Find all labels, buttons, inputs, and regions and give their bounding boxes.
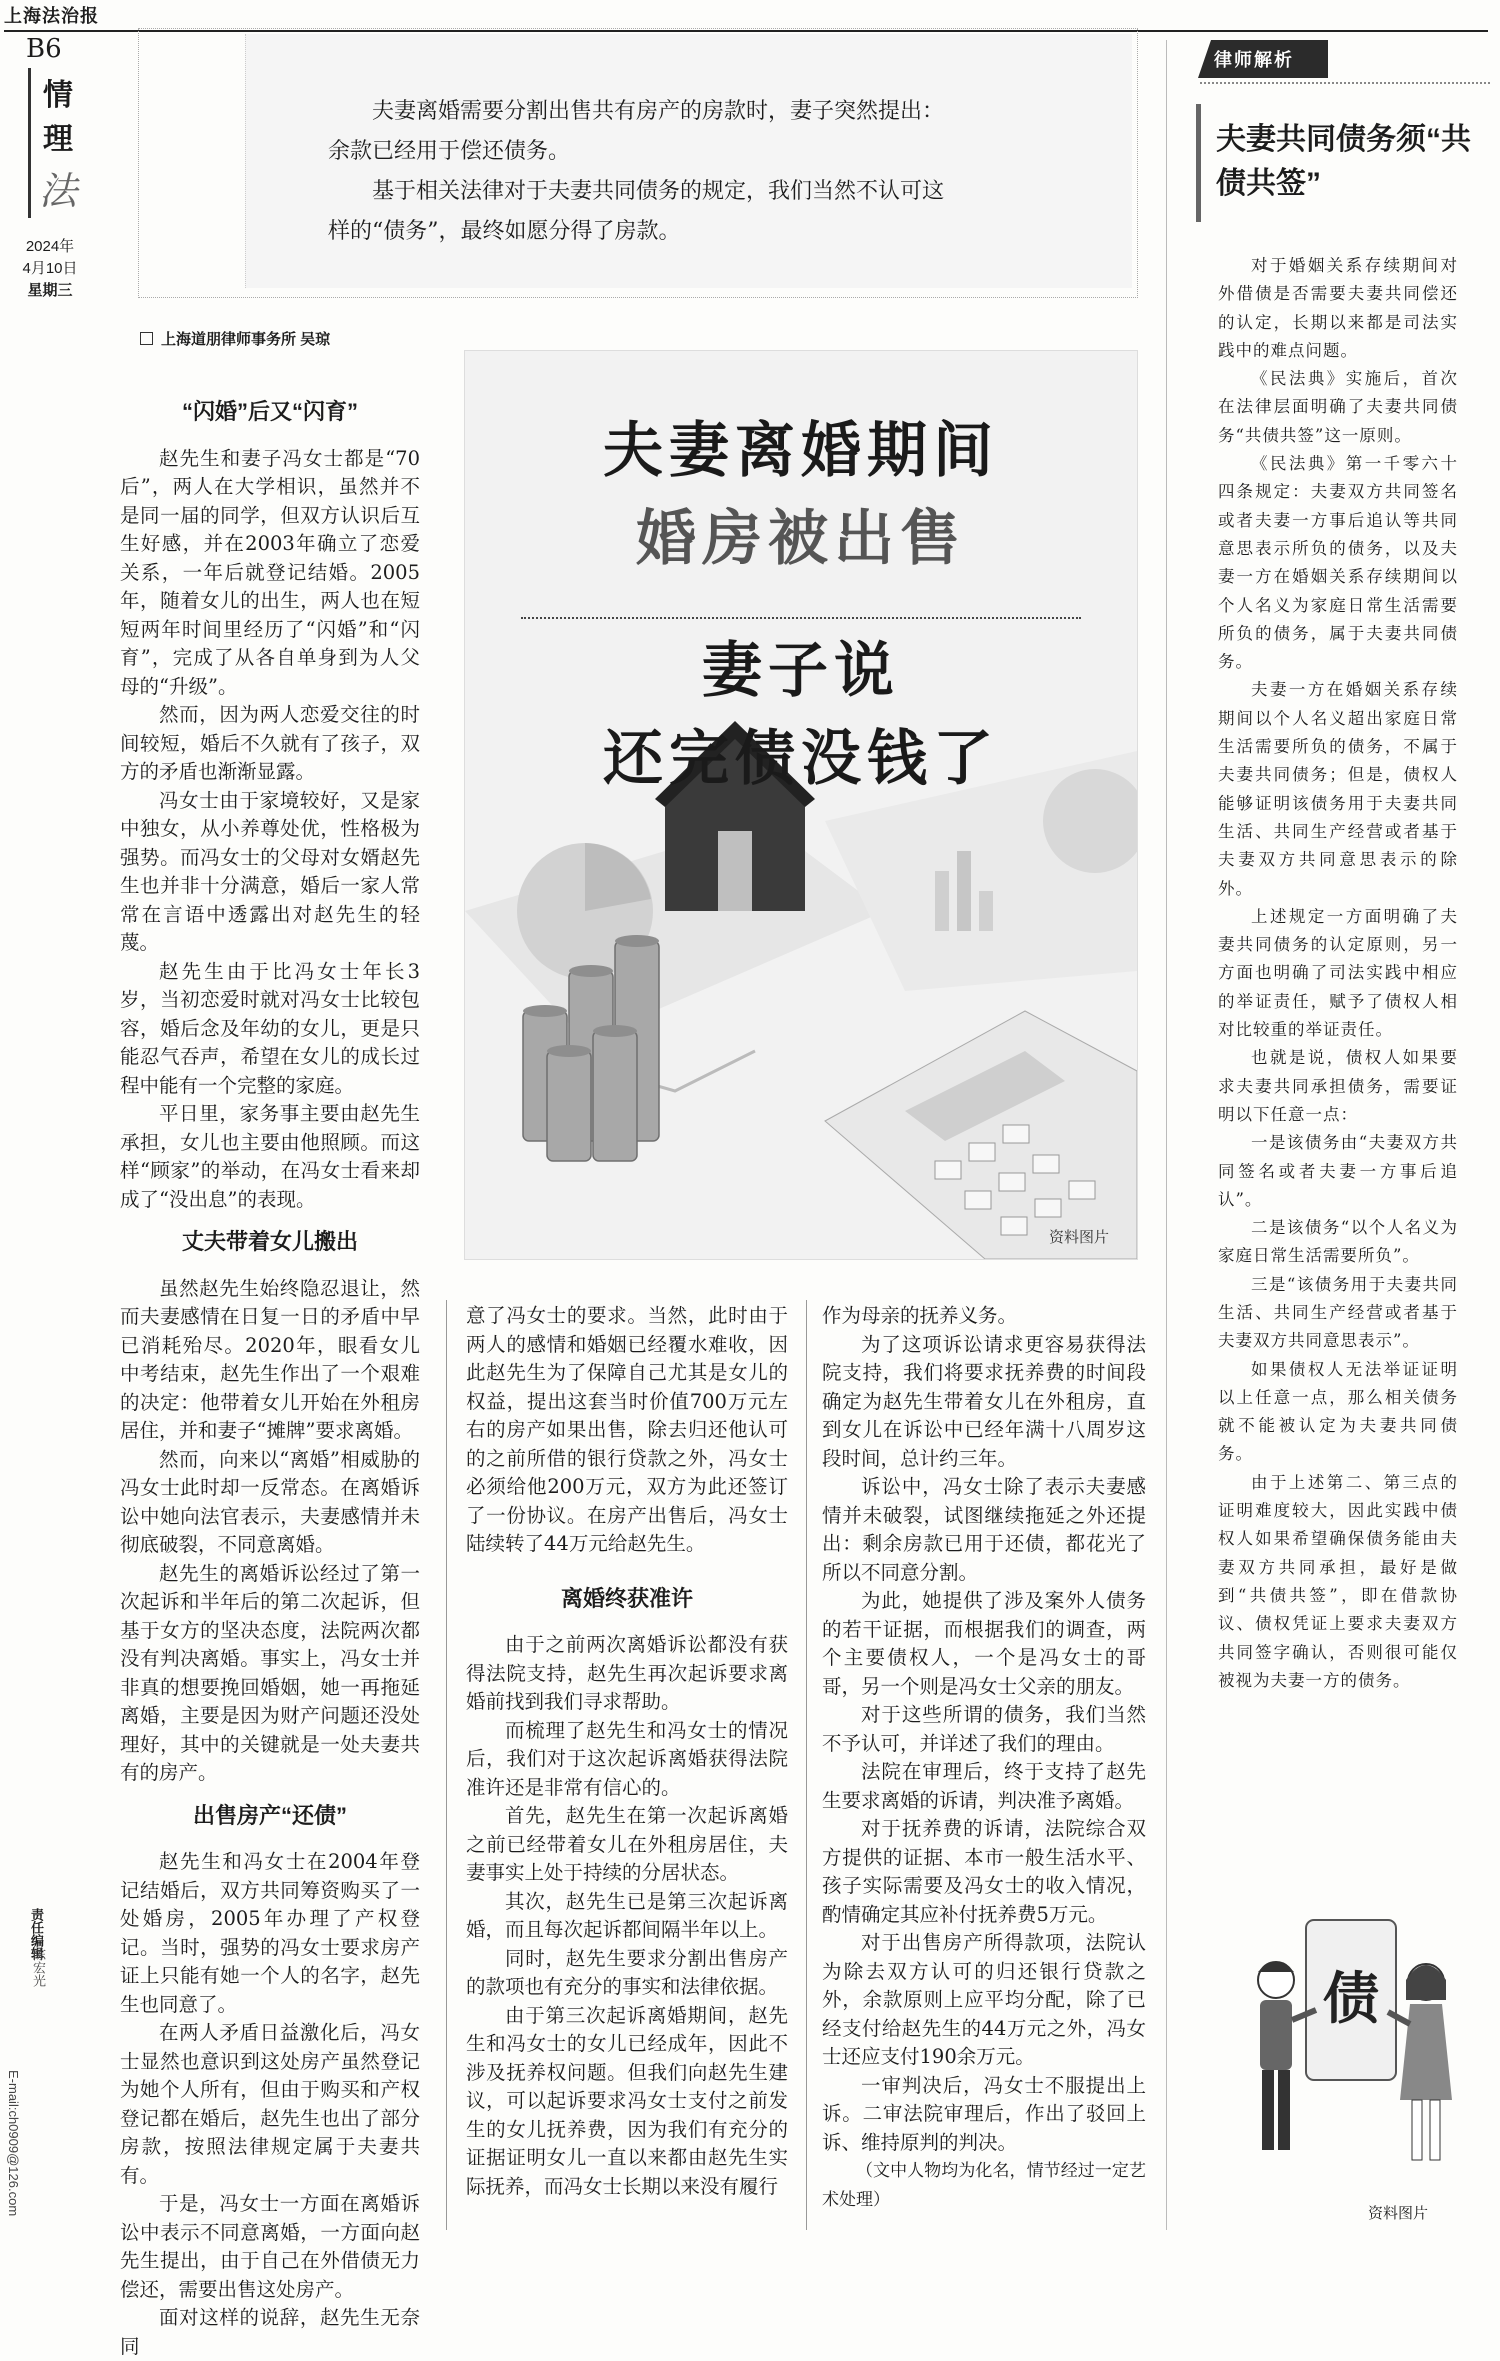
headline-block — [464, 350, 1138, 1260]
debt-couple-illustration — [1236, 1900, 1466, 2190]
article-paragraph: 于是，冯女士一方面在离婚诉讼中表示不同意离婚，一方面向赵先生提出，由于自己在外借债无力偿还，需要出售这处房产。 — [120, 2192, 420, 2301]
intro-paragraph: 夫妻离婚需要分割出售共有房产的房款时，妻子突然提出：余款已经用于偿还债务。 — [328, 99, 945, 164]
sidebar-paragraph: 三是“该债务用于夫妻共同生活、共同生产经营或者基于夫妻双方共同意思表示”。 — [1218, 1274, 1458, 1351]
headline-divider — [521, 617, 1081, 619]
article-paragraph: 由于第三次起诉离婚期间，赵先生和冯女士的女儿已经成年，因此不涉及抚养权问题。但我们向赵先生建议，可以起诉要求冯女士支付之前发生的女儿抚养费，因为我们有充分的证据证明女儿一直以来都由赵先生实际抚养，而冯女士长期以来没有履行 — [466, 2003, 788, 2198]
sidebar-tab-label: 律师解析 — [1214, 50, 1294, 70]
article-paragraph: 对于这些所谓的债务，我们当然不予认可，并详述了我们的理由。 — [822, 1703, 1146, 1755]
photo-caption: 资料图片 — [1048, 1228, 1109, 1246]
headline-line-3: 妻子说 — [702, 636, 900, 706]
sidebar-paragraph: 一是该债务由“夫妻双方共同签名或者夫妻一方事后追认”。 — [1218, 1133, 1458, 1209]
article-paragraph: 法院在审理后，终于支持了赵先生要求离婚的诉请，判决准予离婚。 — [822, 1760, 1146, 1812]
article-paragraph: 其次，赵先生已是第三次起诉离婚，而且每次起诉都间隔半年以上。 — [466, 1889, 788, 1941]
sidebar-paragraph: 对于婚姻关系存续期间对外借债是否需要夫妻共同偿还的认定，长期以来都是司法实践中的难点问题。 — [1218, 256, 1458, 360]
byline-box-icon — [140, 332, 153, 345]
article-paragraph: 作为母亲的抚养义务。 — [822, 1304, 1018, 1327]
sidebar-paragraph: 也就是说，债权人如果要求夫妻共同承担债务，需要证明以下任意一点： — [1218, 1048, 1458, 1124]
headline-line-1: 夫妻离婚期间 — [603, 416, 999, 486]
subheading: 离婚终获准许 — [560, 1585, 693, 1611]
sidebar-rule — [1166, 40, 1167, 2230]
section-bar — [28, 68, 31, 218]
sidebar-paragraph: 二是该债务“以个人名义为家庭日常生活需要所负”。 — [1218, 1218, 1458, 1266]
byline — [140, 328, 330, 349]
article-paragraph: 由于之前两次离婚诉讼都没有获得法院支持，赵先生再次起诉要求离婚前找到我们寻求帮助。 — [466, 1633, 788, 1713]
sidebar-paragraph: 上述规定一方面明确了夫妻共同债务的认定原则，另一方面也明确了司法实践中相应的举证责任，赋予了债权人相对比较重的举证责任。 — [1218, 906, 1458, 1040]
article-paragraph: 对于出售房产所得款项，法院认为除去双方认可的归还银行贷款之外，余款原则上应平均分配，除了已经支付给赵先生的44万元之外，冯女士还应支付190余万元。 — [822, 1931, 1146, 2068]
sidebar-title-bar — [1196, 104, 1201, 222]
date-year: 2024年 — [25, 238, 75, 255]
sidebar-paragraph: 《民法典》实施后，首次在法律层面明确了夫妻共同债务“共债共签”这一原则。 — [1218, 369, 1458, 445]
headline-line-2: 婚房被出售 — [636, 504, 966, 574]
article-paragraph: 然而，因为两人恋爱交往的时间较短，婚后不久就有了孩子，双方的矛盾也渐渐显露。 — [120, 703, 420, 783]
sidebar-body — [1218, 252, 1458, 1695]
article-paragraph: 在两人矛盾日益激化后，冯女士显然也意识到这处房产虽然登记为她个人所有，但由于购买和产权登记都在婚后，赵先生也出了部分房款，按照法律规定属于夫妻共有。 — [120, 2021, 420, 2187]
subheading: “闪婚”后又“闪育” — [181, 399, 358, 424]
editor-label: 责任编辑 — [29, 1908, 44, 1960]
sidebar-title: 夫妻共同债务须“共债共签” — [1216, 123, 1471, 200]
article-paragraph: 赵先生和冯女士在2004年登记结婚后，双方共同筹资购买了一处婚房，2005年办理了产权登记。当时，强势的冯女士要求房产证上只能有她一个人的名字，赵先生也同意了。 — [120, 1850, 420, 2016]
article-paragraph: 意了冯女士的要求。当然，此时由于两人的感情和婚姻已经覆水难收，因此赵先生为了保障自己尤其是女儿的权益，提出这套当时价值700万元左右的房产如果出售，除去归还他认可的之前所借的银行贷款之外，冯女士必须给他200万元，双方为此还签订了一份协议。在房产出售后，冯女士陆续转了44万元给赵先生。 — [466, 1304, 788, 1555]
section-char-2: 理 — [43, 122, 73, 157]
sidebar-paragraph: 由于上述第二、第三点的证明难度较大，因此实践中债权人如果希望确保债务能由夫妻双方共同承担，最好是做到“共债共签”，即在借款协议、债权凭证上要求夫妻双方共同签字确认，否则很可能仅被视为夫妻一方的债务。 — [1218, 1472, 1458, 1690]
sidebar-paragraph: 如果债权人无法举证证明以上任意一点，那么相关债务就不能被认定为夫妻共同债务。 — [1218, 1359, 1458, 1464]
sidebar-caption: 资料图片 — [1368, 2204, 1429, 2222]
section-char-3: 法 — [38, 169, 77, 213]
article-column-2 — [466, 1302, 788, 2201]
newspaper-logo: 上海法治报 — [4, 6, 99, 27]
headline-line-4: 还完债没钱了 — [603, 724, 999, 794]
subheading: 丈夫带着女儿搬出 — [181, 1229, 358, 1254]
column-rule — [806, 1300, 807, 2230]
subheading: 出售房产“还债” — [192, 1802, 347, 1828]
article-paragraph: 一审判决后，冯女士不服提出上诉。二审法院审理后，作出了驳回上诉、维持原判的判决。 — [822, 2073, 1146, 2154]
sidebar-paragraph: 《民法典》第一千零六十四条规定：夫妻双方共同签名或者夫妻一方事后追认等共同意思表示所负的债务，以及夫妻一方在婚姻关系存续期间以个人名义为家庭日常生活需要所负的债务，属于夫妻共同债务。 — [1218, 454, 1458, 672]
article-paragraph: 然而，向来以“离婚”相威胁的冯女士此时却一反常态。在离婚诉讼中她向法官表示，夫妻感情并未彻底破裂，不同意离婚。 — [120, 1447, 420, 1556]
article-paragraph: 首先，赵先生在第一次起诉离婚之前已经带着女儿在外租房居住，夫妻事实上处于持续的分居状态。 — [466, 1804, 788, 1884]
article-footnote: （文中人物均为化名，情节经过一定艺术处理） — [822, 2161, 1146, 2210]
intro-paragraph: 基于相关法律对于夫妻共同债务的规定，我们当然不认可这样的“债务”，最终如愿分得了房款。 — [328, 179, 945, 244]
article-paragraph: 为了这项诉讼请求更容易获得法院支持，我们将要求抚养费的时间段确定为赵先生带着女儿在外租房，直到女儿在诉讼中已经年满十八周岁这段时间，总计约三年。 — [822, 1332, 1146, 1470]
article-paragraph: 面对这样的说辞，赵先生无奈同 — [120, 2306, 420, 2358]
article-paragraph: 为此，她提供了涉及案外人债务的若干证据，而根据我们的调查，两个主要债权人，一个是冯女士的哥哥，另一个则是冯女士父亲的朋友。 — [822, 1589, 1146, 1698]
section-char-1: 情 — [43, 78, 73, 113]
column-rule — [446, 1300, 447, 2230]
article-column-3 — [822, 1302, 1146, 2214]
article-paragraph: 平日里，家务事主要由赵先生承担，女儿也主要由他照顾。而这样“顾家”的举动，在冯女士看来却成了“没出息”的表现。 — [120, 1102, 420, 1211]
section-name — [33, 74, 83, 162]
article-paragraph: 对于抚养费的诉请，法院综合双方提供的证据、本市一般生活水平、孩子实际需要及冯女士的收入情况，酌情确定其应补付抚养费5万元。 — [822, 1817, 1146, 1926]
article-paragraph: 赵先生的离婚诉讼经过了第一次起诉和半年后的第二次起诉，但基于女方的坚决态度，法院两次都没有判决离婚。事实上，冯女士并非真的想要挽回婚姻，她一再拖延离婚，主要是因为财产问题还没处理好，其中的关键就是一处夫妻共有的房产。 — [120, 1561, 420, 1784]
editor-email: E-mail:ch0909@126.com — [6, 2070, 21, 2217]
article-paragraph: 冯女士由于家境较好，又是家中独女，从小养尊处优，性格极为强势。而冯女士的父母对女婿赵先生也并非十分满意，婚后一家人常常在言语中透露出对赵先生的轻蔑。 — [120, 788, 420, 954]
article-paragraph: 诉讼中，冯女士除了表示夫妻感情并未破裂，试图继续拖延之外还提出：剩余房款已用于还债，都花光了所以不同意分割。 — [822, 1475, 1146, 1584]
editor-name: 陈宏光 — [30, 1948, 45, 1987]
sidebar-paragraph: 夫妻一方在婚姻关系存续期间以个人名义超出家庭日常生活需要所负的债务，不属于夫妻共同债务；但是，债权人能够证明该债务用于夫妻共同生活、共同生产经营或者基于夫妻双方共同意思表示的除外。 — [1218, 680, 1458, 898]
article-paragraph: 同时，赵先生要求分割出售房产的款项也有充分的事实和法律依据。 — [466, 1946, 788, 1998]
article-paragraph: 赵先生和妻子冯女士都是“70后”，两人在大学相识，虽然并不是同一届的同学，但双方认识后互生好感，并在2003年确立了恋爱关系，一年后就登记结婚。2005年，随着女儿的出生，两人也在短短两年时间里经历了“闪婚”和“闪育”，完成了从各自单身到为人父母的“升级”。 — [120, 446, 420, 698]
sidebar-divider — [1200, 82, 1490, 84]
article-paragraph: 赵先生由于比冯女士年长3岁，当初恋爱时就对冯女士比较包容，婚后念及年幼的女儿，更是只能忍气吞声，希望在女儿的成长过程中能有一个完整的家庭。 — [120, 959, 420, 1097]
article-paragraph: 虽然赵先生始终隐忍退让，然而夫妻感情在日复一日的矛盾中早已消耗殆尽。2020年，眼看女儿中考结束，赵先生作出了一个艰难的决定：他带着女儿开始在外租房居住，并和妻子“摊牌”要求离婚。 — [120, 1276, 420, 1442]
date-day: 4月10日 — [22, 260, 78, 277]
byline-text: 上海道朋律师事务所 吴琼 — [161, 331, 331, 348]
issue-date — [0, 236, 100, 302]
intro-text — [328, 92, 958, 252]
date-weekday: 星期三 — [27, 282, 73, 299]
article-paragraph: 而梳理了赵先生和冯女士的情况后，我们对于这次起诉离婚获得法院准许还是非常有信心的。 — [466, 1718, 788, 1799]
article-column-1 — [120, 384, 420, 2361]
page-number: B6 — [26, 34, 62, 64]
debt-banner-char: 债 — [1323, 1966, 1379, 2032]
